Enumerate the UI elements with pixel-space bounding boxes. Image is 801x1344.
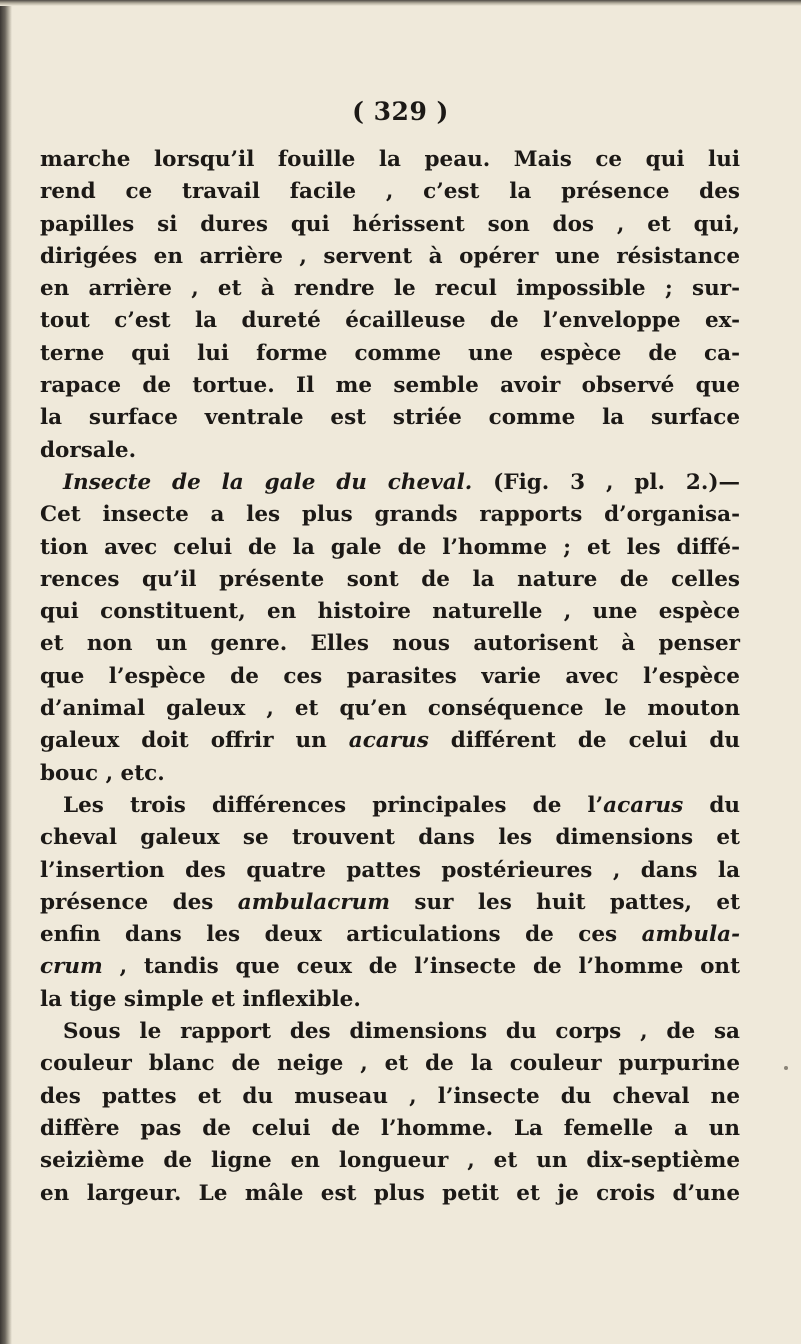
text-run: et non un genre. Elles nous autorisent à penser (40, 631, 740, 657)
text-line (40, 370, 740, 402)
text-line (40, 1145, 740, 1177)
text-line (40, 919, 740, 951)
text-line (40, 564, 740, 596)
text-run: galeux doit offrir un (40, 728, 349, 754)
text-run: la surface ventrale est striée comme la surface (40, 405, 740, 431)
text-line (40, 467, 740, 499)
text-run: Sous le rapport des dimensions du corps , de sa (63, 1019, 740, 1045)
italic-text: acarus (603, 792, 684, 818)
page-binding-edge (0, 0, 12, 1344)
italic-text: crum (40, 954, 103, 980)
text-line (40, 1081, 740, 1113)
text-run: rapace de tortue. Il me semble avoir observé que (40, 373, 740, 399)
text-line (40, 209, 740, 241)
text-run: papilles si dures qui hérissent son dos , et qui, (40, 211, 740, 237)
text-line (40, 758, 740, 790)
text-run: qui constituent, en histoire naturelle , une espèce (40, 599, 740, 625)
text-line (40, 855, 740, 887)
text-line (40, 273, 740, 305)
text-run: rences qu’il présente sont de la nature de celles (40, 566, 740, 592)
text-line (40, 402, 740, 434)
text-line (40, 887, 740, 919)
page-number: ( 329 ) (352, 97, 449, 126)
text-line (40, 596, 740, 628)
text-run: que l’espèce de ces parasites varie avec l’espèce (40, 663, 740, 689)
text-run: rend ce travail facile , c’est la présence des (40, 179, 740, 205)
italic-text: ambulacrum (237, 889, 391, 915)
text-line (40, 1016, 740, 1048)
text-run: présence des (40, 889, 238, 915)
text-run: tion avec celui de la gale de l’homme ; et les diffé- (40, 534, 740, 560)
text-run: tout c’est la dureté écailleuse de l’enveloppe ex- (40, 308, 740, 334)
text-line (40, 305, 740, 337)
body-text (40, 144, 740, 1210)
text-run: dorsale. (40, 437, 137, 463)
text-run: cheval galeux se trouvent dans les dimensions et (40, 825, 740, 851)
text-run: différent de celui du (428, 728, 740, 754)
text-line (40, 984, 740, 1016)
text-line (40, 532, 740, 564)
text-line (40, 435, 740, 467)
page-top-edge (0, 0, 801, 6)
text-line (40, 661, 740, 693)
text-run: couleur blanc de neige , et de la couleur purpurine (40, 1051, 740, 1077)
text-line (40, 1048, 740, 1080)
paper-speck (784, 1066, 788, 1070)
text-line (40, 628, 740, 660)
text-line (40, 1178, 740, 1210)
text-run: la tige simple et inflexible. (40, 986, 361, 1012)
text-run: d’animal galeux , et qu’en conséquence le mouton (40, 696, 740, 722)
text-run: (Fig. 3 , pl. 2.)— (472, 469, 740, 495)
text-line (40, 822, 740, 854)
text-line (40, 790, 740, 822)
text-line (40, 338, 740, 370)
text-run: l’insertion des quatre pattes postérieures , dans la (40, 857, 740, 883)
text-run: terne qui lui forme comme une espèce de ca- (40, 340, 740, 366)
text-line (40, 176, 740, 208)
text-run: marche lorsqu’il fouille la peau. Mais ce qui lui (40, 147, 740, 172)
text-line (40, 241, 740, 273)
text-run: Les trois différences principales de l’ (63, 792, 604, 818)
text-run: en arrière , et à rendre le recul impossible ; sur- (40, 276, 740, 302)
text-run: Cet insecte a les plus grands rapports d’organisa- (40, 502, 740, 528)
text-line (40, 693, 740, 725)
text-line (40, 1113, 740, 1145)
italic-text: Insecte de la gale du cheval. (63, 469, 473, 495)
text-line (40, 725, 740, 757)
text-run: des pattes et du museau , l’insecte du cheval ne (40, 1083, 740, 1109)
text-run: , tandis que ceux de l’insecte de l’homme ont (102, 954, 740, 980)
text-run: diffère pas de celui de l’homme. La femelle a un (40, 1115, 740, 1141)
text-run: seizième de ligne en longueur , et un dix-septième (40, 1148, 740, 1174)
text-run: du (683, 792, 740, 818)
text-line (40, 951, 740, 983)
text-run: bouc , etc. (40, 760, 165, 786)
text-run: enfin dans les deux articulations de ces (40, 922, 642, 948)
text-line (40, 499, 740, 531)
italic-text: ambula- (641, 922, 740, 948)
text-run: en largeur. Le mâle est plus petit et je crois d’une (40, 1180, 740, 1206)
text-run: sur les huit pattes, et (390, 889, 740, 915)
text-run: dirigées en arrière , servent à opérer une résistance (40, 243, 740, 269)
text-line (40, 144, 740, 176)
italic-text: acarus (348, 728, 429, 754)
